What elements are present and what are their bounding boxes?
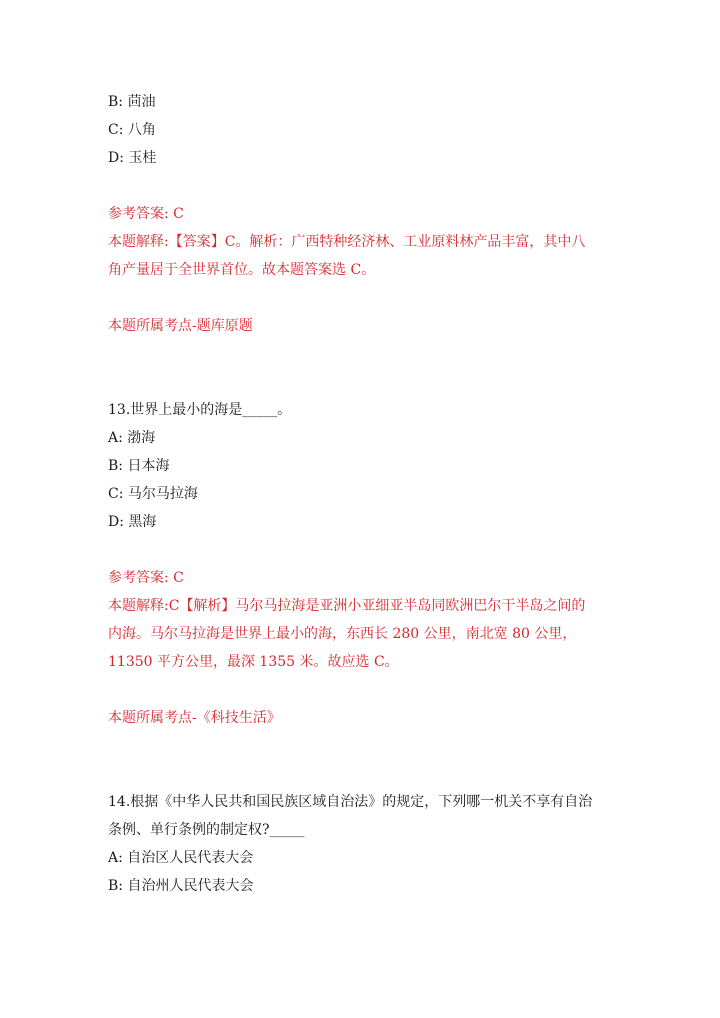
q13-option-a: A: 渤海 (108, 430, 156, 446)
q13-question: 13.世界上最小的海是_____。 (108, 402, 292, 418)
q12-option-b: B: 茴油 (108, 94, 156, 110)
question-13-block (108, 396, 618, 732)
q12-explanation-line-1: 本题解释:【答案】C。解析：广西特种经济林、工业原料林产品丰富，其中八 (108, 234, 586, 250)
q14-option-a: A: 自治区人民代表大会 (108, 850, 254, 866)
q13-option-b: B: 日本海 (108, 458, 170, 474)
q14-question-line-2: 条例、单行条例的制定权?_____ (108, 822, 305, 838)
q12-topic: 本题所属考点-题库原题 (108, 318, 253, 334)
question-12-block (108, 88, 618, 340)
q14-option-b: B: 自治州人民代表大会 (108, 878, 254, 894)
q13-explanation-line-2: 内海。马尔马拉海是世界上最小的海，东西长 280 公里，南北宽 80 公里， (108, 626, 577, 642)
q13-topic: 本题所属考点-《科技生活》 (108, 710, 281, 726)
q13-answer: 参考答案: C (108, 570, 184, 586)
q13-option-c: C: 马尔马拉海 (108, 486, 198, 502)
q12-option-d: D: 玉桂 (108, 150, 157, 166)
q13-option-d: D: 黑海 (108, 514, 157, 530)
q12-option-c: C: 八角 (108, 122, 156, 138)
q13-explanation-line-3: 11350 平方公里，最深 1355 米。故应选 C。 (108, 654, 399, 670)
q14-question-line-1: 14.根据《中华人民共和国民族区域自治法》的规定，下列哪一机关不享有自治 (108, 794, 593, 810)
q12-answer: 参考答案: C (108, 206, 184, 222)
document-page (108, 88, 618, 900)
question-14-block (108, 788, 618, 900)
q12-explanation-line-2: 角产量居于全世界首位。故本题答案选 C。 (108, 262, 376, 278)
q13-explanation-line-1: 本题解释:C【解析】马尔马拉海是亚洲小亚细亚半岛同欧洲巴尔干半岛之间的 (108, 598, 586, 614)
